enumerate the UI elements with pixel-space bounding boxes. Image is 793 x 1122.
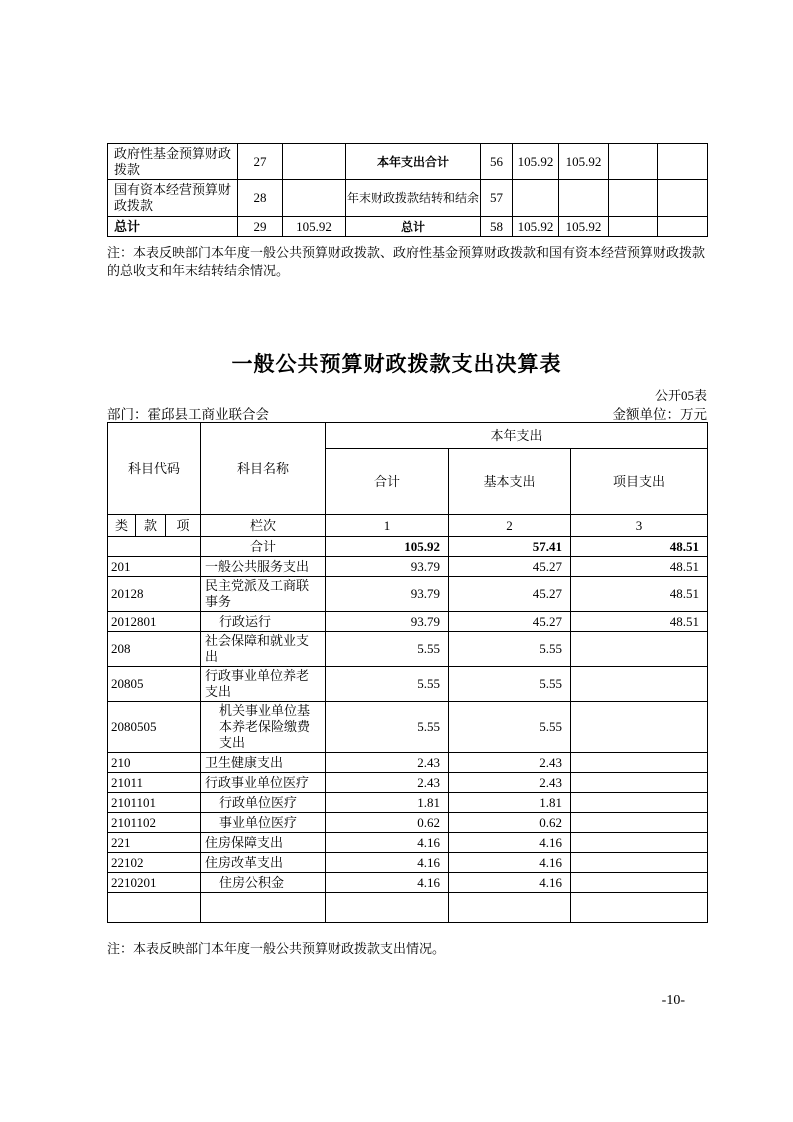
project-cell: 48.51: [571, 612, 708, 632]
subject-name-cell: 住房公积金: [201, 873, 326, 893]
subject-code-cell: 2080505: [108, 702, 201, 753]
basic-cell: 5.55: [449, 632, 571, 667]
subject-code-header: 科目代码: [108, 423, 201, 515]
table-row: [108, 632, 708, 667]
right-item-name: 总计: [346, 217, 481, 237]
table-row: [108, 557, 708, 577]
year-expense-header: 本年支出: [326, 423, 708, 449]
subject-code-cell: 2101101: [108, 793, 201, 813]
total-cell: 93.79: [326, 612, 449, 632]
header-row-1: [108, 423, 708, 449]
left-line-no: 27: [238, 144, 283, 180]
class-header: 类: [108, 515, 136, 537]
project-expense-header: 项目支出: [571, 449, 708, 515]
project-cell: [571, 773, 708, 793]
project-cell: [571, 833, 708, 853]
subject-code-cell: 2101102: [108, 813, 201, 833]
amount-gov-fund: [609, 217, 658, 237]
table-row: [108, 873, 708, 893]
subject-code-cell: 2012801: [108, 612, 201, 632]
subject-name-cell: 事业单位医疗: [201, 813, 326, 833]
total-cell: 4.16: [326, 873, 449, 893]
left-amount: [283, 144, 346, 180]
total-cell: 93.79: [326, 557, 449, 577]
project-cell: [571, 667, 708, 702]
basic-cell: 45.27: [449, 557, 571, 577]
right-item-name: 年末财政拨款结转和结余: [346, 180, 481, 217]
total-cell: 5.55: [326, 632, 449, 667]
subject-code-cell: 221: [108, 833, 201, 853]
project-cell: [571, 873, 708, 893]
section-header: 款: [136, 515, 166, 537]
amount-state-capital: [658, 180, 708, 217]
project-cell: [571, 753, 708, 773]
subject-name-cell: 行政运行: [201, 612, 326, 632]
total-cell: 2.43: [326, 753, 449, 773]
total-cell: 105.92: [326, 537, 449, 557]
table-row: [108, 612, 708, 632]
column-index-row: [108, 515, 708, 537]
right-line-no: 58: [481, 217, 513, 237]
project-cell: [571, 793, 708, 813]
basic-cell: 45.27: [449, 577, 571, 612]
department-label: 部门：霍邱县工商业联合会: [107, 407, 269, 422]
total-header: 合计: [326, 449, 449, 515]
column-label: 栏次: [201, 515, 326, 537]
subject-name-cell: 社会保障和就业支出: [201, 632, 326, 667]
right-line-no: 56: [481, 144, 513, 180]
subject-code-cell: 208: [108, 632, 201, 667]
subject-name-cell: 行政事业单位医疗: [201, 773, 326, 793]
subject-code-cell: 21011: [108, 773, 201, 793]
table-row: [108, 853, 708, 873]
amount-general: [559, 180, 609, 217]
table-row: [108, 180, 708, 217]
right-line-no: 57: [481, 180, 513, 217]
basic-cell: [449, 893, 571, 923]
subject-code-cell: 22102: [108, 853, 201, 873]
table-row: [108, 793, 708, 813]
total-cell: 5.55: [326, 667, 449, 702]
project-cell: [571, 853, 708, 873]
table-note: 注：本表反映部门本年度一般公共预算财政拨款支出情况。: [107, 941, 446, 956]
basic-cell: 4.16: [449, 833, 571, 853]
total-cell: 0.62: [326, 813, 449, 833]
table-row: [108, 753, 708, 773]
summary-table-fragment: [107, 143, 708, 237]
project-cell: [571, 632, 708, 667]
subject-name-cell: 一般公共服务支出: [201, 557, 326, 577]
basic-cell: 5.55: [449, 667, 571, 702]
left-item-name: 政府性基金预算财政拨款: [108, 144, 238, 180]
amount-state-capital: [658, 144, 708, 180]
table-row: [108, 667, 708, 702]
col-index-2: 2: [449, 515, 571, 537]
project-cell: 48.51: [571, 577, 708, 612]
amount-total: [513, 180, 559, 217]
subject-name-cell: 行政事业单位养老支出: [201, 667, 326, 702]
col-index-3: 3: [571, 515, 708, 537]
subject-code-cell: 2210201: [108, 873, 201, 893]
item-header: 项: [166, 515, 201, 537]
basic-cell: 2.43: [449, 753, 571, 773]
subject-code-cell: 210: [108, 753, 201, 773]
project-cell: [571, 813, 708, 833]
table-row: [108, 217, 708, 237]
unit-label: 金额单位：万元: [612, 407, 707, 422]
amount-gov-fund: [609, 144, 658, 180]
left-item-name: 国有资本经营预算财政拨款: [108, 180, 238, 217]
right-item-name: 本年支出合计: [346, 144, 481, 180]
total-cell: 2.43: [326, 773, 449, 793]
table-row: [108, 144, 708, 180]
subject-name-cell: 机关事业单位基本养老保险缴费支出: [201, 702, 326, 753]
left-item-name: 总计: [108, 217, 238, 237]
page-title: 一般公共预算财政拨款支出决算表: [231, 352, 562, 376]
project-cell: 48.51: [571, 557, 708, 577]
grand-total-row: [108, 537, 708, 557]
subject-code-cell: 201: [108, 557, 201, 577]
table-row: [108, 833, 708, 853]
table-row: [108, 577, 708, 612]
total-row-label: 合计: [201, 537, 326, 557]
subject-code-cell: 20805: [108, 667, 201, 702]
basic-cell: 57.41: [449, 537, 571, 557]
subject-name-cell: 住房改革支出: [201, 853, 326, 873]
page-number: -10-: [661, 993, 685, 1008]
basic-cell: 0.62: [449, 813, 571, 833]
total-cell: 5.55: [326, 702, 449, 753]
empty-row: [108, 893, 708, 923]
amount-total: 105.92: [513, 217, 559, 237]
amount-state-capital: [658, 217, 708, 237]
expenditure-table: [107, 422, 708, 923]
subject-name-cell: 卫生健康支出: [201, 753, 326, 773]
basic-expense-header: 基本支出: [449, 449, 571, 515]
subject-name-cell: 行政单位医疗: [201, 793, 326, 813]
total-cell: [326, 893, 449, 923]
subject-code-cell: 20128: [108, 577, 201, 612]
summary-table-note: 注：本表反映部门本年度一般公共预算财政拨款、政府性基金预算财政拨款和国有资本经营预算财政拨款的总收支和年末结转结余情况。: [107, 245, 706, 278]
amount-general: 105.92: [559, 217, 609, 237]
table-meta-row: [107, 403, 707, 423]
table-row: [108, 813, 708, 833]
basic-cell: 45.27: [449, 612, 571, 632]
left-line-no: 28: [238, 180, 283, 217]
basic-cell: 2.43: [449, 773, 571, 793]
subject-code-cell: [108, 537, 201, 557]
left-amount: [283, 180, 346, 217]
col-index-1: 1: [326, 515, 449, 537]
table-row: [108, 773, 708, 793]
subject-name-cell: 民主党派及工商联事务: [201, 577, 326, 612]
amount-gov-fund: [609, 180, 658, 217]
basic-cell: 4.16: [449, 853, 571, 873]
total-cell: 1.81: [326, 793, 449, 813]
total-cell: 4.16: [326, 833, 449, 853]
subject-code-cell: [108, 893, 201, 923]
project-cell: [571, 893, 708, 923]
subject-name-cell: [201, 893, 326, 923]
left-amount: 105.92: [283, 217, 346, 237]
total-cell: 93.79: [326, 577, 449, 612]
table-row: [108, 702, 708, 753]
project-cell: 48.51: [571, 537, 708, 557]
table-code-label: 公开05表: [654, 388, 707, 403]
basic-cell: 4.16: [449, 873, 571, 893]
subject-name-cell: 住房保障支出: [201, 833, 326, 853]
left-line-no: 29: [238, 217, 283, 237]
project-cell: [571, 702, 708, 753]
basic-cell: 5.55: [449, 702, 571, 753]
amount-general: 105.92: [559, 144, 609, 180]
total-cell: 4.16: [326, 853, 449, 873]
amount-total: 105.92: [513, 144, 559, 180]
basic-cell: 1.81: [449, 793, 571, 813]
subject-name-header: 科目名称: [201, 423, 326, 515]
